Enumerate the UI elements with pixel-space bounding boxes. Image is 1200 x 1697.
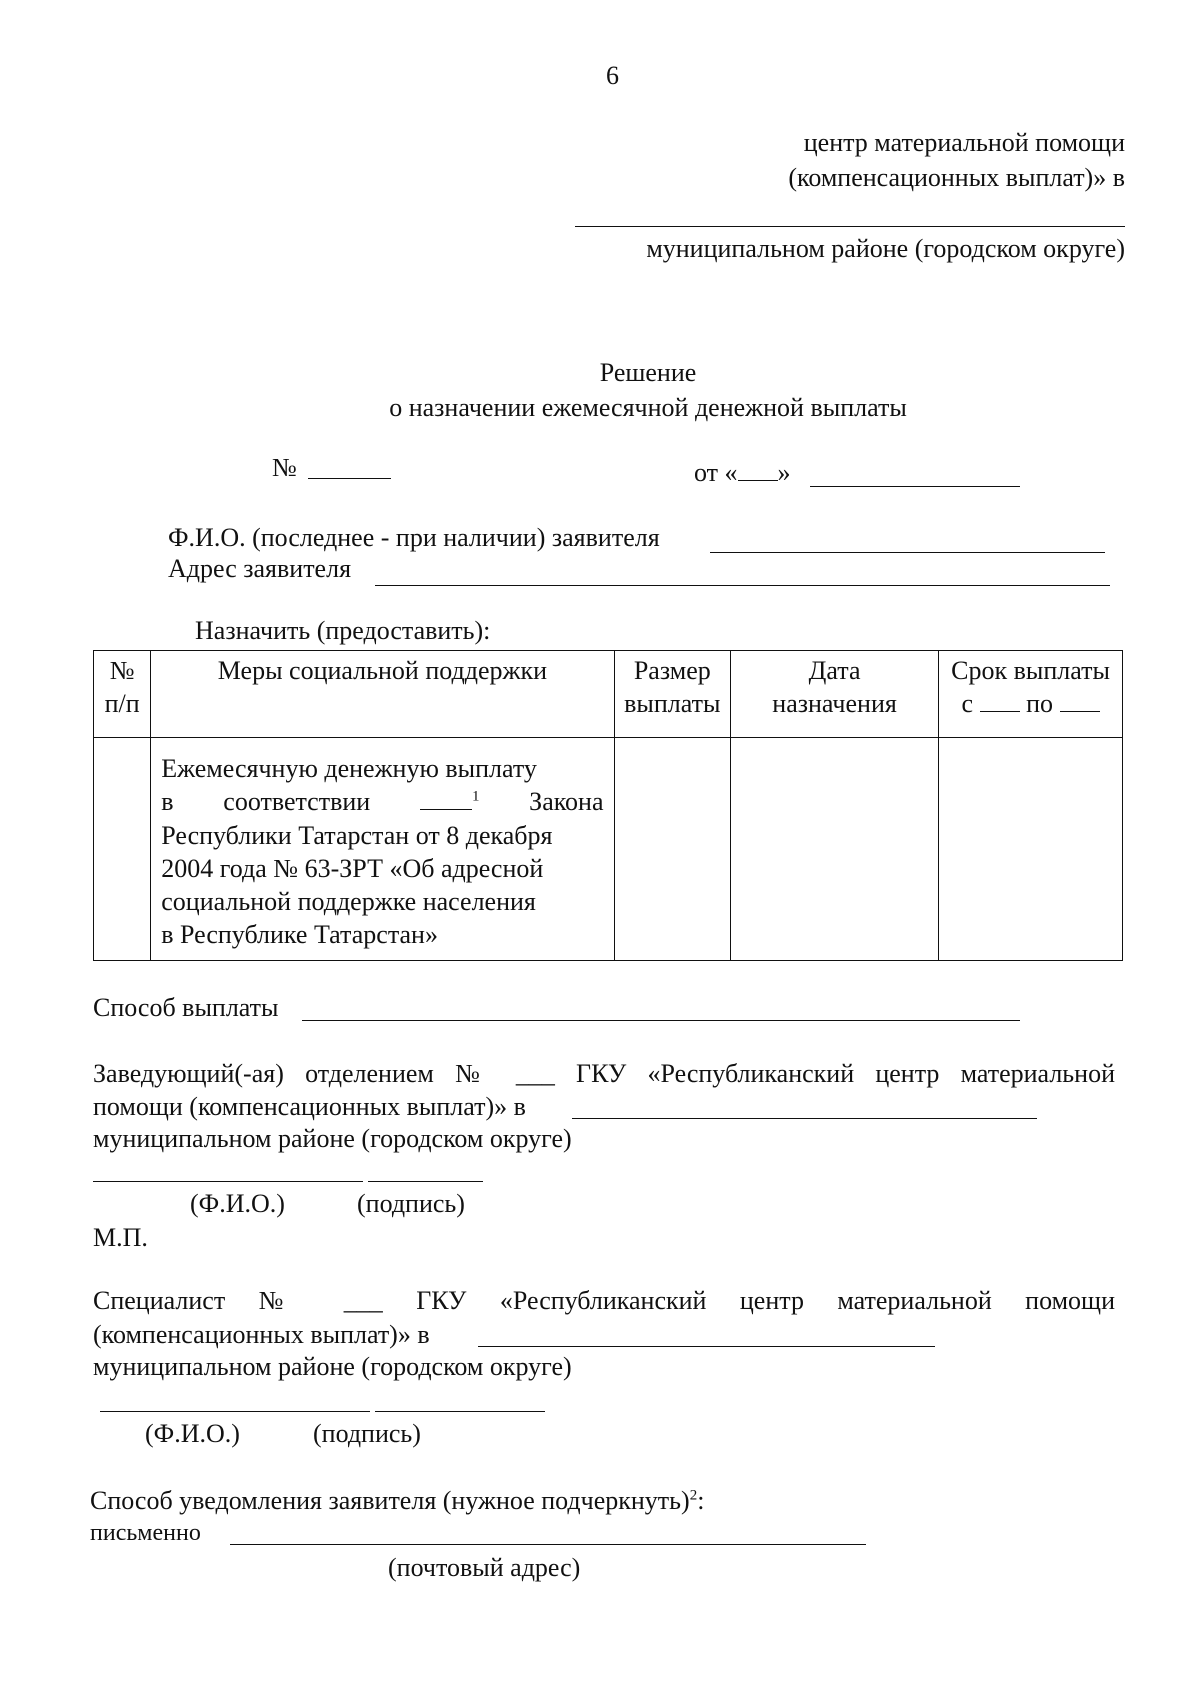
applicant-fio-label: Ф.И.О. (последнее - при наличии) заявителя [168, 523, 660, 552]
payment-method-label: Способ выплаты [93, 993, 279, 1022]
measure-line-3: Республики Татарстан от 8 декабря [161, 820, 553, 850]
addressee-blank-line [575, 226, 1125, 227]
applicant-fio-blank [710, 552, 1105, 553]
specialist-signature-caption: (подпись) [313, 1419, 421, 1448]
measures-table [93, 650, 1123, 961]
term-to-blank [1060, 710, 1100, 712]
date-label: от « » [694, 458, 791, 487]
postal-address-blank [230, 1544, 866, 1545]
measure-line-5: социальной поддержке населения [161, 887, 536, 917]
number-label: № [272, 453, 297, 482]
header-size: Размер выплаты [614, 651, 731, 738]
applicant-address-blank [375, 585, 1110, 586]
header-num: № п/п [94, 651, 151, 738]
cell-date [731, 738, 939, 961]
notification-written: письменно [90, 1520, 201, 1546]
addressee-line-1: центр материальной помощи [803, 128, 1125, 157]
specialist-fio-blank [100, 1411, 370, 1412]
specialist-district-blank [478, 1346, 935, 1347]
notification-label: Способ уведомления заявителя (нужное подчеркнуть)$^2$: [90, 1486, 705, 1515]
head-line-3: муниципальном районе (городском округе) [93, 1124, 572, 1153]
document-title: Решение [599, 358, 697, 387]
head-fio-blank [93, 1181, 363, 1182]
number-blank [308, 478, 391, 479]
document-subtitle: о назначении ежемесячной денежной выплаты [389, 393, 907, 422]
page-number: 6 [606, 61, 619, 90]
header-measures: Меры социальной поддержки [151, 651, 614, 738]
table-row [94, 738, 1123, 961]
header-date: Дата назначения [731, 651, 939, 738]
specialist-line-1: Специалист № ___ ГКУ «Республиканский центр материальной помощи [93, 1286, 1115, 1315]
cell-size [614, 738, 731, 961]
payment-method-blank [302, 1020, 1020, 1021]
applicant-address-label: Адрес заявителя [168, 554, 352, 583]
specialist-fio-caption: (Ф.И.О.) [145, 1419, 240, 1448]
assign-label: Назначить (предоставить): [195, 616, 491, 645]
measure-line-2: в соответствии $^1$ Закона [161, 787, 604, 817]
specialist-line-3: муниципальном районе (городском округе) [93, 1352, 572, 1381]
cell-term [939, 738, 1123, 961]
measure-line-1: Ежемесячную денежную выплату [161, 754, 537, 783]
head-signature-caption: (подпись) [357, 1189, 465, 1218]
date-day-blank [738, 479, 778, 481]
term-from-blank [980, 710, 1020, 712]
postal-address-caption: (почтовый адрес) [388, 1553, 581, 1582]
specialist-line-2: (компенсационных выплат)» в [93, 1320, 430, 1349]
measure-line-6: в Республике Татарстан» [161, 920, 438, 950]
addressee-line-2: (компенсационных выплат)» в [788, 163, 1125, 192]
stamp-place: М.П. [93, 1223, 148, 1252]
addressee-line-3: муниципальном районе (городском округе) [646, 234, 1125, 263]
head-signature-blank [368, 1181, 483, 1182]
head-line-1: Заведующий(-ая) отделением № ___ ГКУ «Республиканский центр материальной [93, 1059, 1115, 1088]
article-blank [420, 808, 472, 810]
measure-line-4: 2004 года № 63-ЗРТ «Об адресной [161, 853, 544, 883]
date-blank [810, 486, 1020, 487]
cell-measure [151, 738, 614, 961]
term-range: с по [945, 688, 1116, 721]
head-fio-caption: (Ф.И.О.) [190, 1189, 285, 1218]
cell-num [94, 738, 151, 961]
header-term: Срок выплаты с по [939, 651, 1123, 738]
specialist-signature-blank [375, 1411, 545, 1412]
head-line-2: помощи (компенсационных выплат)» в [93, 1092, 526, 1121]
head-district-blank [572, 1118, 1037, 1119]
table-header-row [94, 651, 1123, 738]
